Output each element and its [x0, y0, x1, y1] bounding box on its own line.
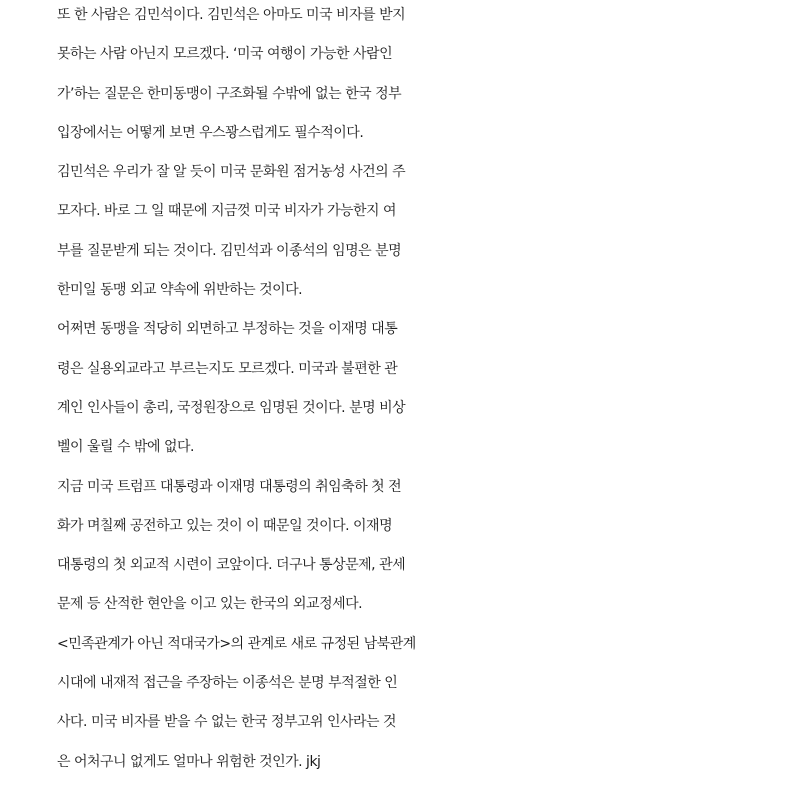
- text-line: 어쩌면 동맹을 적당히 외면하고 부정하는 것을 이재명 대통: [57, 321, 398, 338]
- text-line: 은 어처구니 없게도 얼마나 위험한 것인가. jkj: [57, 753, 321, 770]
- text-line: 계인 인사들이 총리, 국정원장으로 임명된 것이다. 분명 비상: [57, 399, 406, 416]
- text-line: 김민석은 우리가 잘 알 듯이 미국 문화원 점거농성 사건의 주: [57, 164, 406, 181]
- text-line: 입장에서는 어떻게 보면 우스꽝스럽게도 필수적이다.: [57, 124, 364, 141]
- text-line: 부를 질문받게 되는 것이다. 김민석과 이종석의 임명은 분명: [57, 242, 402, 259]
- text-line: 령은 실용외교라고 부르는지도 모르겠다. 미국과 불편한 관: [57, 360, 398, 377]
- text-line: 못하는 사람 아닌지 모르겠다. ‘미국 여행이 가능한 사람인: [57, 46, 393, 63]
- text-line: 벨이 울릴 수 밖에 없다.: [57, 439, 194, 456]
- text-line: 지금 미국 트럼프 대통령과 이재명 대통령의 취임축하 첫 전: [57, 478, 402, 495]
- text-line: 문제 등 산적한 현안을 이고 있는 한국의 외교정세다.: [57, 596, 363, 613]
- text-line: 시대에 내재적 접근을 주장하는 이종석은 분명 부적절한 인: [57, 675, 398, 692]
- article-body: [57, 0, 797, 782]
- text-line: 사다. 미국 비자를 받을 수 없는 한국 정부고위 인사라는 것: [57, 714, 397, 731]
- text-line: 화가 며칠째 공전하고 있는 것이 이 때문일 것이다. 이재명: [57, 517, 393, 534]
- text-line: 대통령의 첫 외교적 시련이 코앞이다. 더구나 통상문제, 관세: [57, 557, 406, 574]
- text-line: 또 한 사람은 김민석이다. 김민석은 아마도 미국 비자를 받지: [57, 7, 406, 23]
- text-line: 가’하는 질문은 한미동맹이 구조화될 수밖에 없는 한국 정부: [57, 85, 402, 102]
- text-line: <민족관계가 아닌 적대국가>의 관계로 새로 규정된 남북관계: [57, 635, 416, 652]
- text-line: 한미일 동맹 외교 약속에 위반하는 것이다.: [57, 282, 303, 299]
- text-line: 모자다. 바로 그 일 때문에 지금껏 미국 비자가 가능한지 여: [57, 203, 397, 220]
